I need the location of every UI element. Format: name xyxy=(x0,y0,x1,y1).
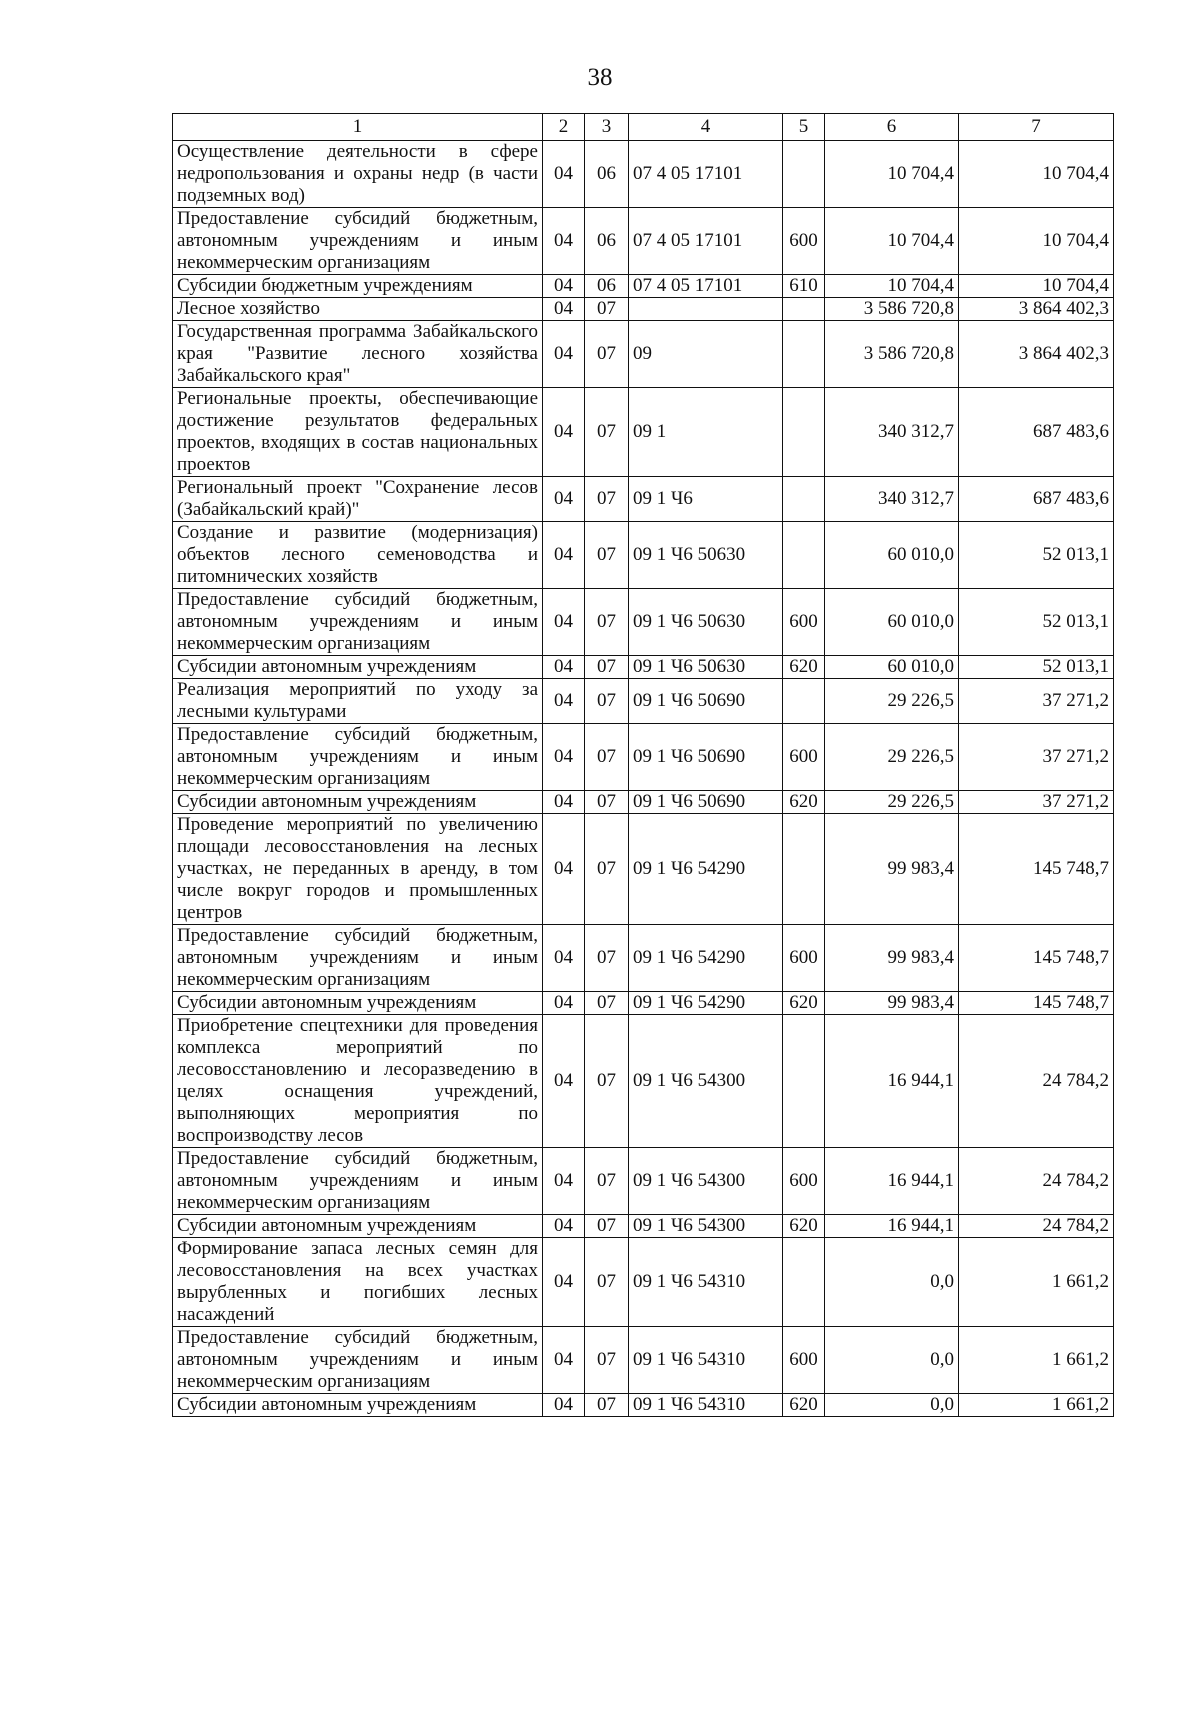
amount-year-2: 37 271,2 xyxy=(959,724,1114,791)
column-header: 4 xyxy=(629,114,783,141)
row-name: Осуществление деятельности в сфере недропользования и охраны недр (в части подземных вод) xyxy=(173,141,543,208)
amount-year-2: 1 661,2 xyxy=(959,1394,1114,1417)
amount-year-2: 24 784,2 xyxy=(959,1148,1114,1215)
subsection-code: 07 xyxy=(585,679,629,724)
section-code: 04 xyxy=(543,1015,585,1148)
subsection-code: 07 xyxy=(585,656,629,679)
row-name: Региональные проекты, обеспечивающие достижение результатов федеральных проектов, входящих в состав национальных проектов xyxy=(173,388,543,477)
target-article-code: 09 1 Ч6 xyxy=(629,477,783,522)
section-code: 04 xyxy=(543,724,585,791)
amount-year-1: 0,0 xyxy=(825,1238,959,1327)
amount-year-2: 52 013,1 xyxy=(959,656,1114,679)
expense-type-code: 600 xyxy=(783,724,825,791)
expense-type-code: 620 xyxy=(783,992,825,1015)
amount-year-1: 29 226,5 xyxy=(825,791,959,814)
section-code: 04 xyxy=(543,477,585,522)
table-row xyxy=(173,1394,1114,1417)
target-article-code: 09 xyxy=(629,321,783,388)
subsection-code: 07 xyxy=(585,814,629,925)
section-code: 04 xyxy=(543,925,585,992)
expense-type-code: 620 xyxy=(783,791,825,814)
subsection-code: 06 xyxy=(585,275,629,298)
subsection-code: 07 xyxy=(585,589,629,656)
section-code: 04 xyxy=(543,388,585,477)
row-name: Субсидии бюджетным учреждениям xyxy=(173,275,543,298)
row-name: Лесное хозяйство xyxy=(173,298,543,321)
amount-year-1: 10 704,4 xyxy=(825,141,959,208)
amount-year-1: 3 586 720,8 xyxy=(825,298,959,321)
subsection-code: 07 xyxy=(585,1148,629,1215)
target-article-code: 07 4 05 17101 xyxy=(629,208,783,275)
section-code: 04 xyxy=(543,992,585,1015)
subsection-code: 07 xyxy=(585,321,629,388)
amount-year-2: 687 483,6 xyxy=(959,477,1114,522)
row-name: Государственная программа Забайкальского края "Развитие лесного хозяйства Забайкальского края" xyxy=(173,321,543,388)
table-row xyxy=(173,589,1114,656)
subsection-code: 07 xyxy=(585,992,629,1015)
target-article-code: 09 1 Ч6 54290 xyxy=(629,814,783,925)
expense-type-code: 610 xyxy=(783,275,825,298)
amount-year-2: 10 704,4 xyxy=(959,275,1114,298)
target-article-code: 09 1 Ч6 50690 xyxy=(629,791,783,814)
subsection-code: 07 xyxy=(585,388,629,477)
subsection-code: 07 xyxy=(585,1394,629,1417)
expense-type-code xyxy=(783,1015,825,1148)
amount-year-1: 29 226,5 xyxy=(825,724,959,791)
expense-type-code xyxy=(783,679,825,724)
table-row xyxy=(173,275,1114,298)
table-row xyxy=(173,1327,1114,1394)
target-article-code: 09 1 Ч6 54300 xyxy=(629,1148,783,1215)
row-name: Субсидии автономным учреждениям xyxy=(173,1394,543,1417)
expense-type-code: 600 xyxy=(783,1148,825,1215)
amount-year-2: 1 661,2 xyxy=(959,1327,1114,1394)
section-code: 04 xyxy=(543,791,585,814)
table-row xyxy=(173,925,1114,992)
expense-type-code: 620 xyxy=(783,1215,825,1238)
target-article-code: 09 1 Ч6 50630 xyxy=(629,589,783,656)
table-row xyxy=(173,1148,1114,1215)
expense-type-code xyxy=(783,141,825,208)
subsection-code: 07 xyxy=(585,1015,629,1148)
table-row xyxy=(173,1238,1114,1327)
expense-type-code xyxy=(783,1238,825,1327)
expense-type-code: 600 xyxy=(783,1327,825,1394)
column-header: 7 xyxy=(959,114,1114,141)
amount-year-1: 10 704,4 xyxy=(825,208,959,275)
target-article-code: 09 1 Ч6 54310 xyxy=(629,1394,783,1417)
section-code: 04 xyxy=(543,1394,585,1417)
amount-year-1: 3 586 720,8 xyxy=(825,321,959,388)
expense-type-code: 600 xyxy=(783,208,825,275)
section-code: 04 xyxy=(543,208,585,275)
amount-year-1: 16 944,1 xyxy=(825,1015,959,1148)
target-article-code: 09 1 Ч6 50690 xyxy=(629,724,783,791)
amount-year-2: 145 748,7 xyxy=(959,814,1114,925)
table-row xyxy=(173,141,1114,208)
row-name: Реализация мероприятий по уходу за лесными культурами xyxy=(173,679,543,724)
row-name: Формирование запаса лесных семян для лесовосстановления на всех участках вырубленных и погибших лесных насаждений xyxy=(173,1238,543,1327)
table-row xyxy=(173,724,1114,791)
table-row xyxy=(173,298,1114,321)
subsection-code: 07 xyxy=(585,791,629,814)
column-header: 1 xyxy=(173,114,543,141)
section-code: 04 xyxy=(543,1238,585,1327)
row-name: Создание и развитие (модернизация) объектов лесного семеноводства и питомнических хозяйств xyxy=(173,522,543,589)
amount-year-1: 0,0 xyxy=(825,1394,959,1417)
row-name: Проведение мероприятий по увеличению площади лесовосстановления на лесных участках, не переданных в аренду, в том числе вокруг городов и промышленных центров xyxy=(173,814,543,925)
expense-type-code: 620 xyxy=(783,656,825,679)
subsection-code: 06 xyxy=(585,141,629,208)
subsection-code: 07 xyxy=(585,298,629,321)
section-code: 04 xyxy=(543,321,585,388)
amount-year-1: 60 010,0 xyxy=(825,522,959,589)
target-article-code: 09 1 Ч6 50630 xyxy=(629,522,783,589)
row-name: Субсидии автономным учреждениям xyxy=(173,656,543,679)
subsection-code: 07 xyxy=(585,1327,629,1394)
amount-year-2: 24 784,2 xyxy=(959,1015,1114,1148)
section-code: 04 xyxy=(543,814,585,925)
table-row xyxy=(173,522,1114,589)
target-article-code: 09 1 Ч6 54290 xyxy=(629,992,783,1015)
subsection-code: 07 xyxy=(585,522,629,589)
table-row xyxy=(173,321,1114,388)
row-name: Субсидии автономным учреждениям xyxy=(173,791,543,814)
column-header: 5 xyxy=(783,114,825,141)
page-number: 38 xyxy=(587,64,613,91)
expense-type-code: 600 xyxy=(783,925,825,992)
section-code: 04 xyxy=(543,679,585,724)
table-row xyxy=(173,814,1114,925)
amount-year-1: 0,0 xyxy=(825,1327,959,1394)
expense-type-code xyxy=(783,477,825,522)
section-code: 04 xyxy=(543,275,585,298)
row-name: Предоставление субсидий бюджетным, автономным учреждениям и иным некоммерческим организациям xyxy=(173,589,543,656)
section-code: 04 xyxy=(543,656,585,679)
amount-year-1: 60 010,0 xyxy=(825,656,959,679)
target-article-code: 09 1 Ч6 54310 xyxy=(629,1238,783,1327)
target-article-code: 07 4 05 17101 xyxy=(629,141,783,208)
target-article-code: 09 1 Ч6 54310 xyxy=(629,1327,783,1394)
expense-type-code xyxy=(783,814,825,925)
amount-year-2: 3 864 402,3 xyxy=(959,298,1114,321)
table-row xyxy=(173,477,1114,522)
amount-year-1: 340 312,7 xyxy=(825,388,959,477)
amount-year-2: 24 784,2 xyxy=(959,1215,1114,1238)
amount-year-2: 1 661,2 xyxy=(959,1238,1114,1327)
target-article-code: 07 4 05 17101 xyxy=(629,275,783,298)
row-name: Предоставление субсидий бюджетным, автономным учреждениям и иным некоммерческим организациям xyxy=(173,724,543,791)
section-code: 04 xyxy=(543,1215,585,1238)
amount-year-2: 145 748,7 xyxy=(959,992,1114,1015)
target-article-code: 09 1 Ч6 54300 xyxy=(629,1015,783,1148)
amount-year-2: 10 704,4 xyxy=(959,208,1114,275)
section-code: 04 xyxy=(543,298,585,321)
subsection-code: 06 xyxy=(585,208,629,275)
target-article-code: 09 1 Ч6 54290 xyxy=(629,925,783,992)
amount-year-1: 99 983,4 xyxy=(825,925,959,992)
column-header: 2 xyxy=(543,114,585,141)
amount-year-1: 340 312,7 xyxy=(825,477,959,522)
subsection-code: 07 xyxy=(585,1215,629,1238)
table-row xyxy=(173,992,1114,1015)
row-name: Региональный проект "Сохранение лесов (Забайкальский край)" xyxy=(173,477,543,522)
target-article-code: 09 1 xyxy=(629,388,783,477)
subsection-code: 07 xyxy=(585,477,629,522)
table-row xyxy=(173,791,1114,814)
amount-year-2: 687 483,6 xyxy=(959,388,1114,477)
target-article-code: 09 1 Ч6 50630 xyxy=(629,656,783,679)
row-name: Предоставление субсидий бюджетным, автономным учреждениям и иным некоммерческим организациям xyxy=(173,1148,543,1215)
amount-year-2: 52 013,1 xyxy=(959,589,1114,656)
subsection-code: 07 xyxy=(585,925,629,992)
table-row xyxy=(173,208,1114,275)
column-header: 3 xyxy=(585,114,629,141)
target-article-code xyxy=(629,298,783,321)
target-article-code: 09 1 Ч6 50690 xyxy=(629,679,783,724)
section-code: 04 xyxy=(543,589,585,656)
row-name: Приобретение спецтехники для проведения комплекса мероприятий по лесовосстановлению и лесоразведению в целях оснащения учреждений, выполняющих мероприятия по воспроизводству лесов xyxy=(173,1015,543,1148)
section-code: 04 xyxy=(543,141,585,208)
amount-year-1: 29 226,5 xyxy=(825,679,959,724)
amount-year-1: 99 983,4 xyxy=(825,992,959,1015)
expense-type-code xyxy=(783,522,825,589)
section-code: 04 xyxy=(543,1148,585,1215)
subsection-code: 07 xyxy=(585,1238,629,1327)
row-name: Предоставление субсидий бюджетным, автономным учреждениям и иным некоммерческим организациям xyxy=(173,1327,543,1394)
amount-year-1: 99 983,4 xyxy=(825,814,959,925)
section-code: 04 xyxy=(543,1327,585,1394)
amount-year-1: 16 944,1 xyxy=(825,1148,959,1215)
row-name: Субсидии автономным учреждениям xyxy=(173,1215,543,1238)
expense-type-code: 620 xyxy=(783,1394,825,1417)
column-header: 6 xyxy=(825,114,959,141)
section-code: 04 xyxy=(543,522,585,589)
expense-type-code xyxy=(783,388,825,477)
amount-year-2: 52 013,1 xyxy=(959,522,1114,589)
amount-year-2: 37 271,2 xyxy=(959,791,1114,814)
expense-type-code: 600 xyxy=(783,589,825,656)
header-row xyxy=(173,114,1114,141)
table-row xyxy=(173,656,1114,679)
expense-type-code xyxy=(783,298,825,321)
amount-year-2: 3 864 402,3 xyxy=(959,321,1114,388)
amount-year-2: 145 748,7 xyxy=(959,925,1114,992)
amount-year-1: 10 704,4 xyxy=(825,275,959,298)
expense-type-code xyxy=(783,321,825,388)
target-article-code: 09 1 Ч6 54300 xyxy=(629,1215,783,1238)
table-row xyxy=(173,1215,1114,1238)
amount-year-1: 16 944,1 xyxy=(825,1215,959,1238)
row-name: Предоставление субсидий бюджетным, автономным учреждениям и иным некоммерческим организациям xyxy=(173,208,543,275)
table-row xyxy=(173,679,1114,724)
budget-table xyxy=(172,113,1114,1417)
table-row xyxy=(173,388,1114,477)
row-name: Субсидии автономным учреждениям xyxy=(173,992,543,1015)
amount-year-2: 10 704,4 xyxy=(959,141,1114,208)
amount-year-1: 60 010,0 xyxy=(825,589,959,656)
row-name: Предоставление субсидий бюджетным, автономным учреждениям и иным некоммерческим организациям xyxy=(173,925,543,992)
table-row xyxy=(173,1015,1114,1148)
subsection-code: 07 xyxy=(585,724,629,791)
amount-year-2: 37 271,2 xyxy=(959,679,1114,724)
